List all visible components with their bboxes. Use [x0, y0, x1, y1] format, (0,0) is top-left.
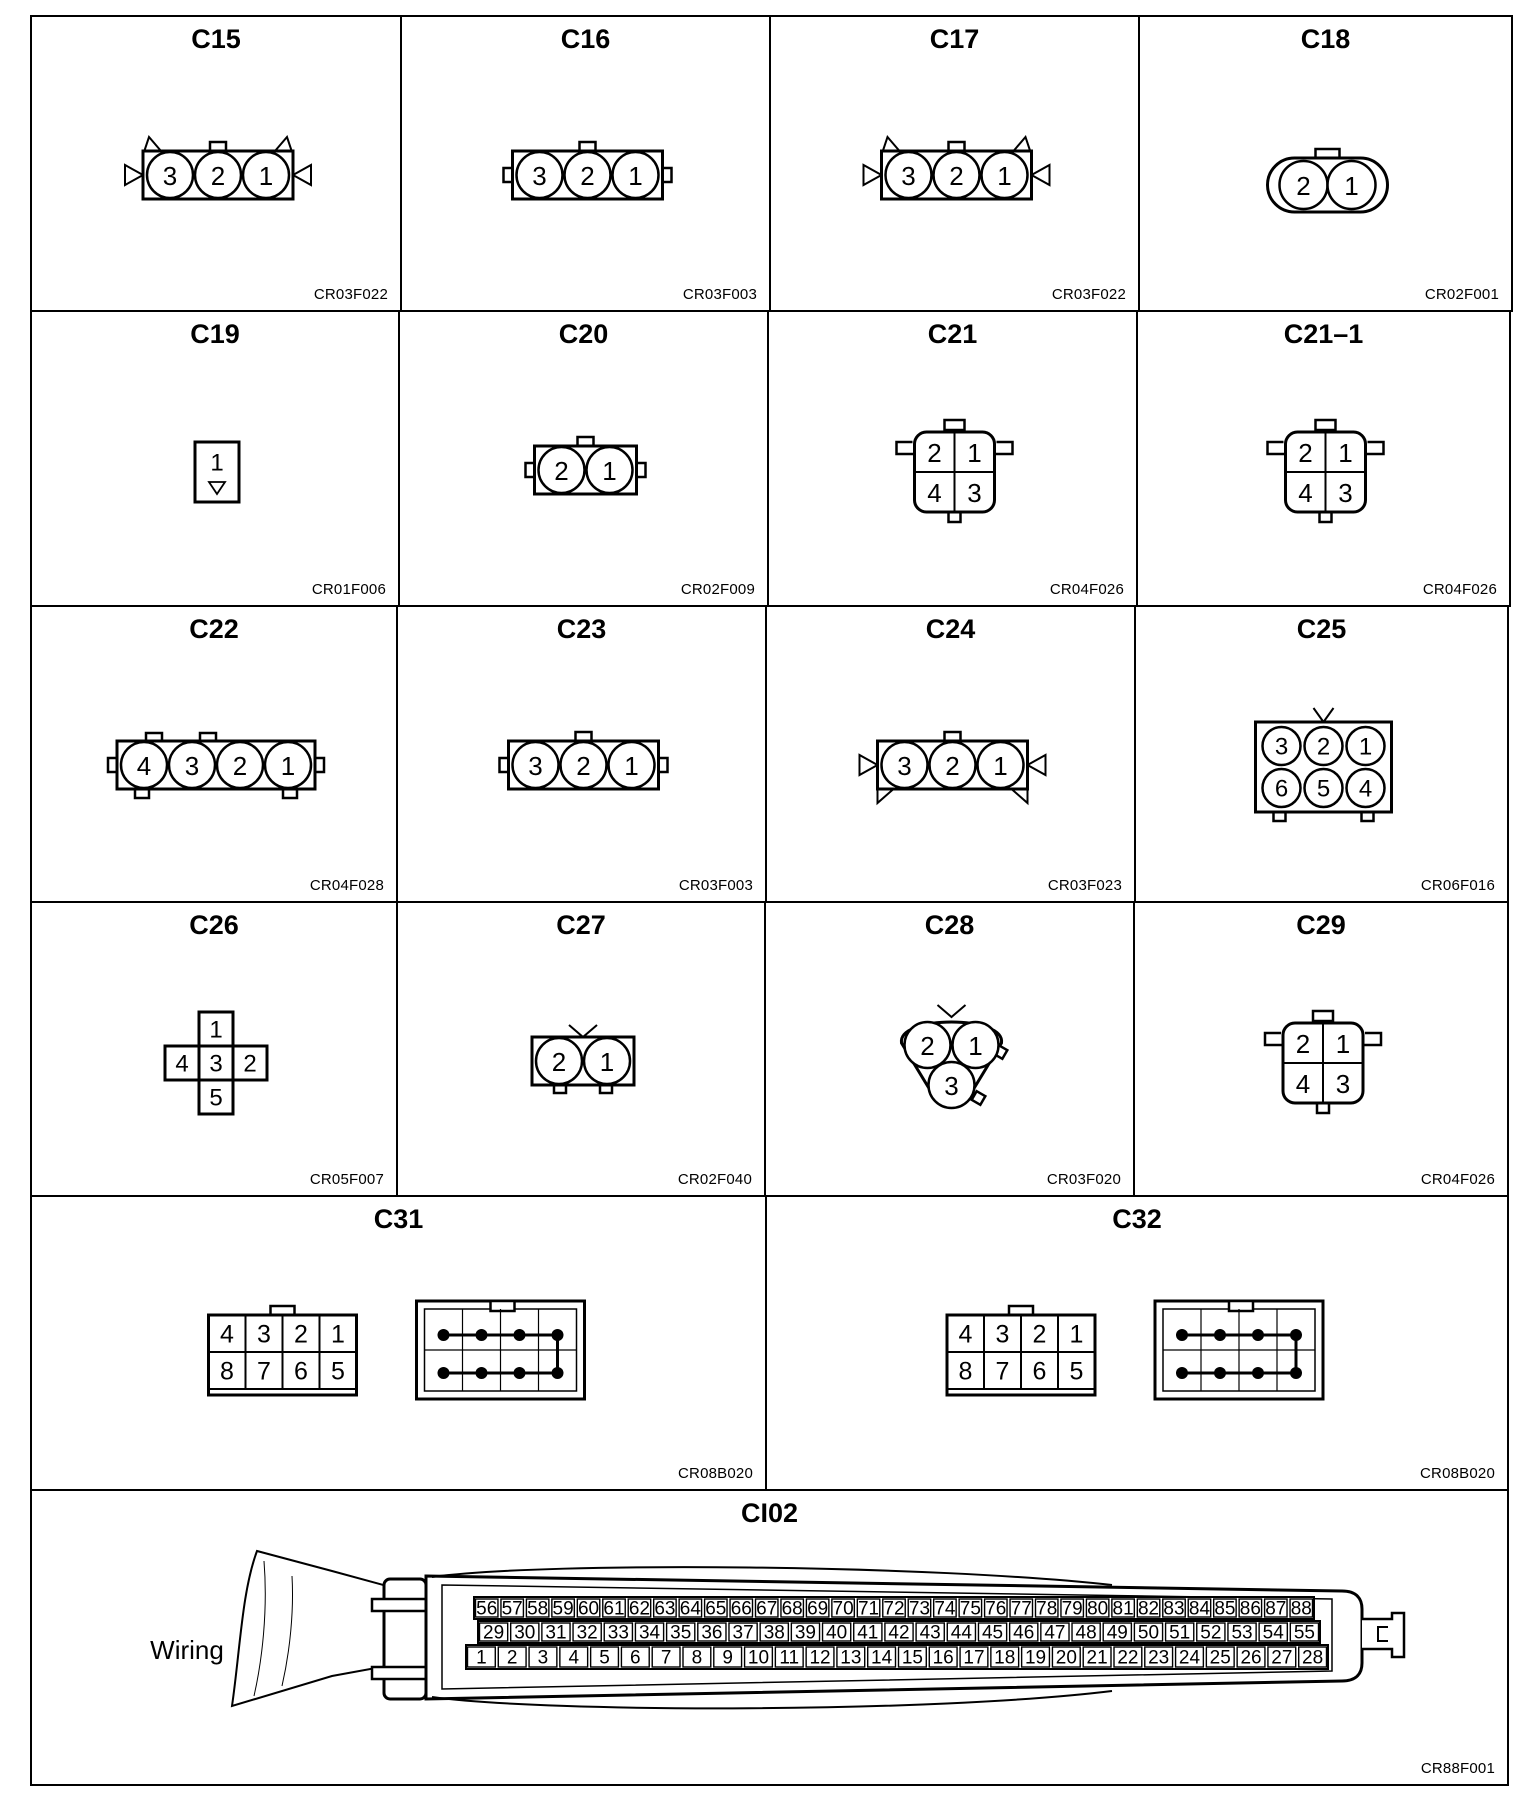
pin-label: 66: [730, 1598, 752, 1620]
side-tab: [1363, 1033, 1381, 1045]
side-latch: [293, 165, 311, 185]
pin-label: 25: [1209, 1647, 1231, 1669]
pin-label: 47: [1044, 1622, 1066, 1644]
pin-label: 5: [209, 1084, 223, 1112]
connector-title: C24: [925, 614, 976, 644]
terminal-dot: [1252, 1329, 1264, 1341]
figure-code: CR03F020: [1046, 1171, 1121, 1188]
connector-title: C20: [558, 319, 609, 349]
pin-label: 15: [901, 1647, 923, 1669]
pin-label: 50: [1137, 1622, 1160, 1644]
terminal-dot: [514, 1329, 526, 1341]
pin-label: 1: [968, 1031, 983, 1061]
figure-code: CR03F022: [313, 286, 388, 303]
connector-c19-diagram: [32, 312, 402, 609]
pin-label: 4: [927, 478, 942, 508]
connector-title: C32: [1112, 1204, 1162, 1234]
cell-c19: [30, 310, 400, 607]
pin-label: 64: [679, 1598, 701, 1620]
pin-label: 23: [1148, 1647, 1170, 1669]
figure-code: CR04F026: [1049, 581, 1124, 598]
connector-title: C15: [191, 24, 241, 54]
pin-label: 71: [857, 1598, 880, 1620]
pin-label: 1: [602, 456, 617, 486]
pin-label: 39: [794, 1622, 817, 1644]
connector-c18-diagram: [1140, 17, 1515, 314]
terminal-dot: [438, 1329, 450, 1341]
connector-title: C21–1: [1283, 319, 1364, 349]
figure-code: CR04F028: [309, 877, 384, 894]
cell-c24: [765, 605, 1136, 903]
pin-label: 2: [210, 161, 226, 191]
connector-c24-diagram: [767, 607, 1138, 905]
pin-label: 75: [959, 1598, 981, 1620]
locking-tab: [1313, 1011, 1333, 1021]
pin-label: 70: [832, 1598, 854, 1620]
pin-label: 3: [209, 1050, 223, 1078]
connector-c21-diagram: [769, 312, 1140, 609]
pin-label: 27: [1271, 1647, 1293, 1669]
pin-label: 59: [552, 1598, 574, 1620]
pin-label: 58: [527, 1598, 549, 1620]
connector-c22-diagram: [32, 607, 400, 905]
pin-label: 3: [1335, 1069, 1351, 1099]
pin-label: 45: [981, 1622, 1004, 1644]
pin-label: 87: [1265, 1598, 1287, 1620]
pin-label: 21: [1086, 1647, 1108, 1669]
pin-label: 2: [506, 1647, 518, 1669]
pin-label: 4: [136, 751, 152, 781]
pin-label: 1: [331, 1320, 345, 1349]
pin-label: 2: [927, 438, 942, 468]
pin-label: 80: [1087, 1598, 1109, 1620]
pin-label: 30: [514, 1622, 536, 1644]
pin-label: 67: [756, 1598, 778, 1620]
figure-code: CR03F023: [1047, 877, 1122, 894]
pin-label: 2: [576, 751, 591, 781]
pin-label: 1: [993, 751, 1008, 781]
pin-label: 20: [1055, 1647, 1077, 1669]
pin-label: 2: [945, 751, 960, 781]
pin-label: 1: [1335, 1029, 1351, 1059]
pin-label: 43: [919, 1622, 941, 1644]
figure-code: CR05F007: [309, 1171, 384, 1188]
pin-label: 85: [1214, 1598, 1236, 1620]
pin-label: 6: [630, 1647, 641, 1669]
side-tab: [995, 442, 1013, 454]
pin-label: 7: [995, 1357, 1010, 1386]
figure-code: CR02F001: [1424, 286, 1499, 303]
pin-label: 52: [1200, 1622, 1222, 1644]
pin-label: 5: [331, 1357, 345, 1386]
figure-code: CR08B020: [678, 1465, 753, 1482]
pin-label: 33: [607, 1622, 629, 1644]
pin-label: 26: [1240, 1647, 1262, 1669]
pin-label: 2: [920, 1031, 935, 1061]
pin-label: 1: [1338, 438, 1353, 468]
figure-code: CR08B020: [1420, 1465, 1495, 1482]
pin-label: 4: [1295, 1069, 1311, 1099]
pin-label: 3: [184, 751, 200, 781]
pin-label: 1: [209, 1016, 223, 1044]
connector-title: C21: [927, 319, 978, 349]
pin-label: 7: [257, 1357, 271, 1386]
connector-title: C26: [189, 910, 239, 940]
side-tab: [1268, 442, 1286, 454]
terminal-dot: [1176, 1367, 1188, 1379]
pin-label: 53: [1231, 1622, 1253, 1644]
pin-label: 44: [950, 1622, 972, 1644]
pin-label: 51: [1169, 1622, 1191, 1644]
pin-label: 3: [532, 161, 547, 191]
pin-label: 16: [932, 1647, 954, 1669]
pin-label: 5: [1316, 775, 1331, 803]
cell-c29: [1133, 901, 1509, 1197]
locking-tab: [1316, 420, 1336, 430]
pin-label: 1: [258, 161, 274, 191]
pin-label: 2: [580, 161, 595, 191]
side-latch: [125, 165, 143, 185]
pin-label: 3: [528, 751, 543, 781]
pin-label: 2: [554, 456, 569, 486]
pin-label: 3: [897, 751, 912, 781]
connector-title: C17: [929, 24, 980, 54]
pin-label: 1: [280, 751, 296, 781]
cell-c22: [30, 605, 398, 903]
pin-label: 56: [476, 1598, 498, 1620]
wire-bundle: [232, 1551, 387, 1706]
pin-label: 9: [722, 1647, 733, 1669]
pin-label: 1: [210, 449, 224, 477]
wiring-label: Wiring: [150, 1635, 224, 1665]
pin-label: 83: [1163, 1598, 1185, 1620]
connector-title: C27: [556, 910, 606, 940]
pin-label: 5: [1069, 1357, 1084, 1386]
pin-label: 37: [732, 1622, 754, 1644]
terminal-dot: [1252, 1367, 1264, 1379]
pin-label: 13: [840, 1647, 862, 1669]
locking-tab: [1229, 1301, 1253, 1311]
terminal-dot: [1214, 1329, 1226, 1341]
cell-c31: [30, 1195, 767, 1491]
pin-label: 76: [985, 1598, 1007, 1620]
pin-label: 7: [660, 1647, 672, 1669]
side-tab: [897, 442, 915, 454]
pin-label: 14: [871, 1647, 893, 1669]
pin-label: 18: [994, 1647, 1016, 1669]
pin-label: 12: [809, 1647, 831, 1669]
pin-label: 1: [1069, 1320, 1084, 1349]
connector-c31-diagram: [32, 1197, 769, 1493]
pin-label: 69: [807, 1598, 829, 1620]
pin-label: 78: [1036, 1598, 1058, 1620]
connector-c20-diagram: [400, 312, 771, 609]
connector-title: C18: [1300, 24, 1351, 54]
figure-code: CR06F016: [1420, 877, 1495, 894]
cell-c28: [764, 901, 1135, 1197]
terminal-dot: [438, 1367, 450, 1379]
pin-label: 6: [1274, 775, 1289, 803]
terminal-dot: [1290, 1329, 1302, 1341]
pin-label: 8: [691, 1647, 703, 1669]
pin-label: 1: [624, 751, 639, 781]
harness-clamp: [384, 1579, 426, 1699]
pin-label: 4: [220, 1320, 234, 1349]
locking-tab: [491, 1301, 515, 1311]
pin-label: 3: [537, 1647, 549, 1669]
pin-label: 6: [294, 1357, 308, 1386]
pin-label: 2: [949, 161, 964, 191]
pin-label: 1: [628, 161, 643, 191]
pin-label: 1: [967, 438, 982, 468]
pin-label: 6: [1032, 1357, 1047, 1386]
pin-label: 10: [747, 1647, 770, 1669]
connector-c29-diagram: [1135, 903, 1511, 1199]
terminal-dot: [1290, 1367, 1302, 1379]
terminal-dot: [514, 1367, 526, 1379]
pin-label: 73: [908, 1598, 931, 1620]
pin-label: 3: [1338, 478, 1353, 508]
pin-label: 88: [1290, 1598, 1312, 1620]
cell-c21-1: [1136, 310, 1511, 607]
connector-c16-diagram: [402, 17, 773, 314]
connector-c25-diagram: [1136, 607, 1511, 905]
pin-label: 36: [701, 1622, 723, 1644]
pin-label: 62: [628, 1598, 651, 1620]
side-tab: [1265, 1033, 1283, 1045]
side-latch: [860, 755, 878, 775]
pin-label: 55: [1293, 1622, 1315, 1644]
pin-label: 8: [220, 1357, 234, 1386]
pin-label: 24: [1178, 1647, 1201, 1669]
cell-c25: [1134, 605, 1509, 903]
pin-label: 2: [232, 751, 248, 781]
cell-c17: [769, 15, 1140, 312]
cell-c16: [400, 15, 771, 312]
pin-label: 3: [162, 161, 178, 191]
connector-title: C22: [189, 614, 239, 644]
pin-label: 2: [294, 1320, 308, 1349]
connector-c23-diagram: [398, 607, 769, 905]
pin-label: 81: [1112, 1598, 1134, 1620]
terminal-dot: [1176, 1329, 1188, 1341]
pin-label: 4: [175, 1050, 189, 1078]
connector-c15-diagram: [32, 17, 404, 314]
connector-c32-diagram: [767, 1197, 1511, 1493]
pin-label: 2: [1296, 171, 1311, 201]
pin-label: 1: [1344, 171, 1359, 201]
pin-label: 48: [1075, 1622, 1097, 1644]
foot: [878, 789, 894, 803]
pin-label: 41: [857, 1622, 879, 1644]
connector-c26-diagram: [32, 903, 400, 1199]
pin-label: 84: [1188, 1598, 1211, 1620]
pin-label: 2: [1032, 1320, 1047, 1349]
connector-c28-diagram: [766, 903, 1137, 1199]
terminal-dot: [476, 1329, 488, 1341]
pin-label: 1: [1358, 733, 1373, 761]
side-latch: [1028, 755, 1046, 775]
pin-label: 3: [967, 478, 982, 508]
pin-label: 57: [501, 1598, 523, 1620]
pin-label: 32: [576, 1622, 598, 1644]
pin-label: 60: [577, 1598, 600, 1620]
pin-label: 46: [1013, 1622, 1035, 1644]
pin-label: 29: [483, 1622, 505, 1644]
pin-label: 38: [763, 1622, 785, 1644]
pin-label: 82: [1137, 1598, 1160, 1620]
figure-code: CR02F009: [680, 581, 755, 598]
figure-code: CR03F022: [1051, 286, 1126, 303]
connector-title: C29: [1296, 910, 1346, 940]
connector-title: C31: [373, 1204, 424, 1234]
connector-title: C16: [560, 24, 611, 54]
connector-title: C19: [190, 319, 240, 349]
terminal-dot: [1214, 1367, 1226, 1379]
pin-label: 77: [1010, 1598, 1032, 1620]
connector-c17-diagram: [771, 17, 1142, 314]
figure-code: CR01F006: [311, 581, 386, 598]
figure-code: CR03F003: [682, 286, 757, 303]
pin-label: 49: [1106, 1622, 1128, 1644]
figure-code: CR88F001: [1420, 1760, 1495, 1777]
connector-title: C28: [924, 910, 975, 940]
pin-label: 54: [1262, 1622, 1284, 1644]
pin-label: 2: [551, 1047, 567, 1077]
pin-label: 35: [670, 1622, 692, 1644]
pin-label: 1: [599, 1047, 615, 1077]
pin-label: 74: [934, 1598, 956, 1620]
connector-c27-diagram: [398, 903, 768, 1199]
latch-mark: [1314, 708, 1334, 722]
connector-c21-1-diagram: [1138, 312, 1513, 609]
pin-label: 2: [1316, 733, 1331, 761]
pin-label: 4: [1298, 478, 1313, 508]
pin-label: 65: [705, 1598, 727, 1620]
pin-label: 22: [1117, 1647, 1139, 1669]
pin-label: 68: [781, 1598, 803, 1620]
cell-c15: [30, 15, 402, 312]
side-tab: [1366, 442, 1384, 454]
terminal-dot: [552, 1367, 564, 1379]
pin-label: 4: [958, 1320, 973, 1349]
connector-title: C23: [556, 614, 607, 644]
pin-label: 4: [568, 1647, 580, 1669]
pin-label: 34: [638, 1622, 661, 1644]
locking-tab: [945, 420, 965, 430]
terminal-dot: [476, 1367, 488, 1379]
pin-label: 2: [1295, 1029, 1311, 1059]
pin-label: 11: [779, 1647, 800, 1669]
figure-code: CR04F026: [1420, 1171, 1495, 1188]
connector-title: CI02: [740, 1498, 799, 1528]
figure-code: CR04F026: [1422, 581, 1497, 598]
cell-ci02: [30, 1489, 1509, 1786]
pin-label: 2: [243, 1050, 257, 1078]
pin-label: 1: [997, 161, 1012, 191]
pin-label: 1: [476, 1647, 487, 1669]
pin-label: 3: [901, 161, 916, 191]
cell-c20: [398, 310, 769, 607]
pin-label: 79: [1061, 1598, 1083, 1620]
latch-mark: [569, 1025, 597, 1037]
cell-c23: [396, 605, 767, 903]
pin-label: 3: [995, 1320, 1010, 1349]
pin-label: 28: [1302, 1647, 1324, 1669]
cell-c26: [30, 901, 398, 1197]
pin-label: 63: [654, 1598, 676, 1620]
pin-label: 17: [963, 1647, 985, 1669]
cell-c18: [1138, 15, 1513, 312]
figure-code: CR03F003: [678, 877, 753, 894]
pin-label: 3: [944, 1071, 959, 1101]
pin-label: 19: [1024, 1647, 1047, 1669]
figure-code: CR02F040: [677, 1171, 752, 1188]
end-latch: [1362, 1613, 1404, 1657]
foot: [1012, 789, 1028, 803]
side-latch: [1032, 165, 1050, 185]
pin-label: 4: [1358, 775, 1373, 803]
latch-mark: [938, 1005, 966, 1017]
connector-ci02-diagram: [32, 1491, 1511, 1788]
cell-c27: [396, 901, 766, 1197]
connector-title: C25: [1296, 614, 1347, 644]
pin-label: 86: [1239, 1598, 1261, 1620]
pin-label: 3: [257, 1320, 271, 1349]
pin-label: 61: [603, 1598, 625, 1620]
side-latch: [864, 165, 882, 185]
cell-c32: [765, 1195, 1509, 1491]
pin-label: 2: [1298, 438, 1313, 468]
pin-label: 31: [545, 1622, 567, 1644]
terminal-dot: [552, 1329, 564, 1341]
pin-label: 5: [599, 1647, 610, 1669]
pin-label: 3: [1274, 733, 1289, 761]
pin-label: 72: [883, 1598, 905, 1620]
cell-c21: [767, 310, 1138, 607]
pin-label: 8: [958, 1357, 973, 1386]
pin-label: 40: [826, 1622, 848, 1644]
pin-label: 42: [888, 1622, 910, 1644]
